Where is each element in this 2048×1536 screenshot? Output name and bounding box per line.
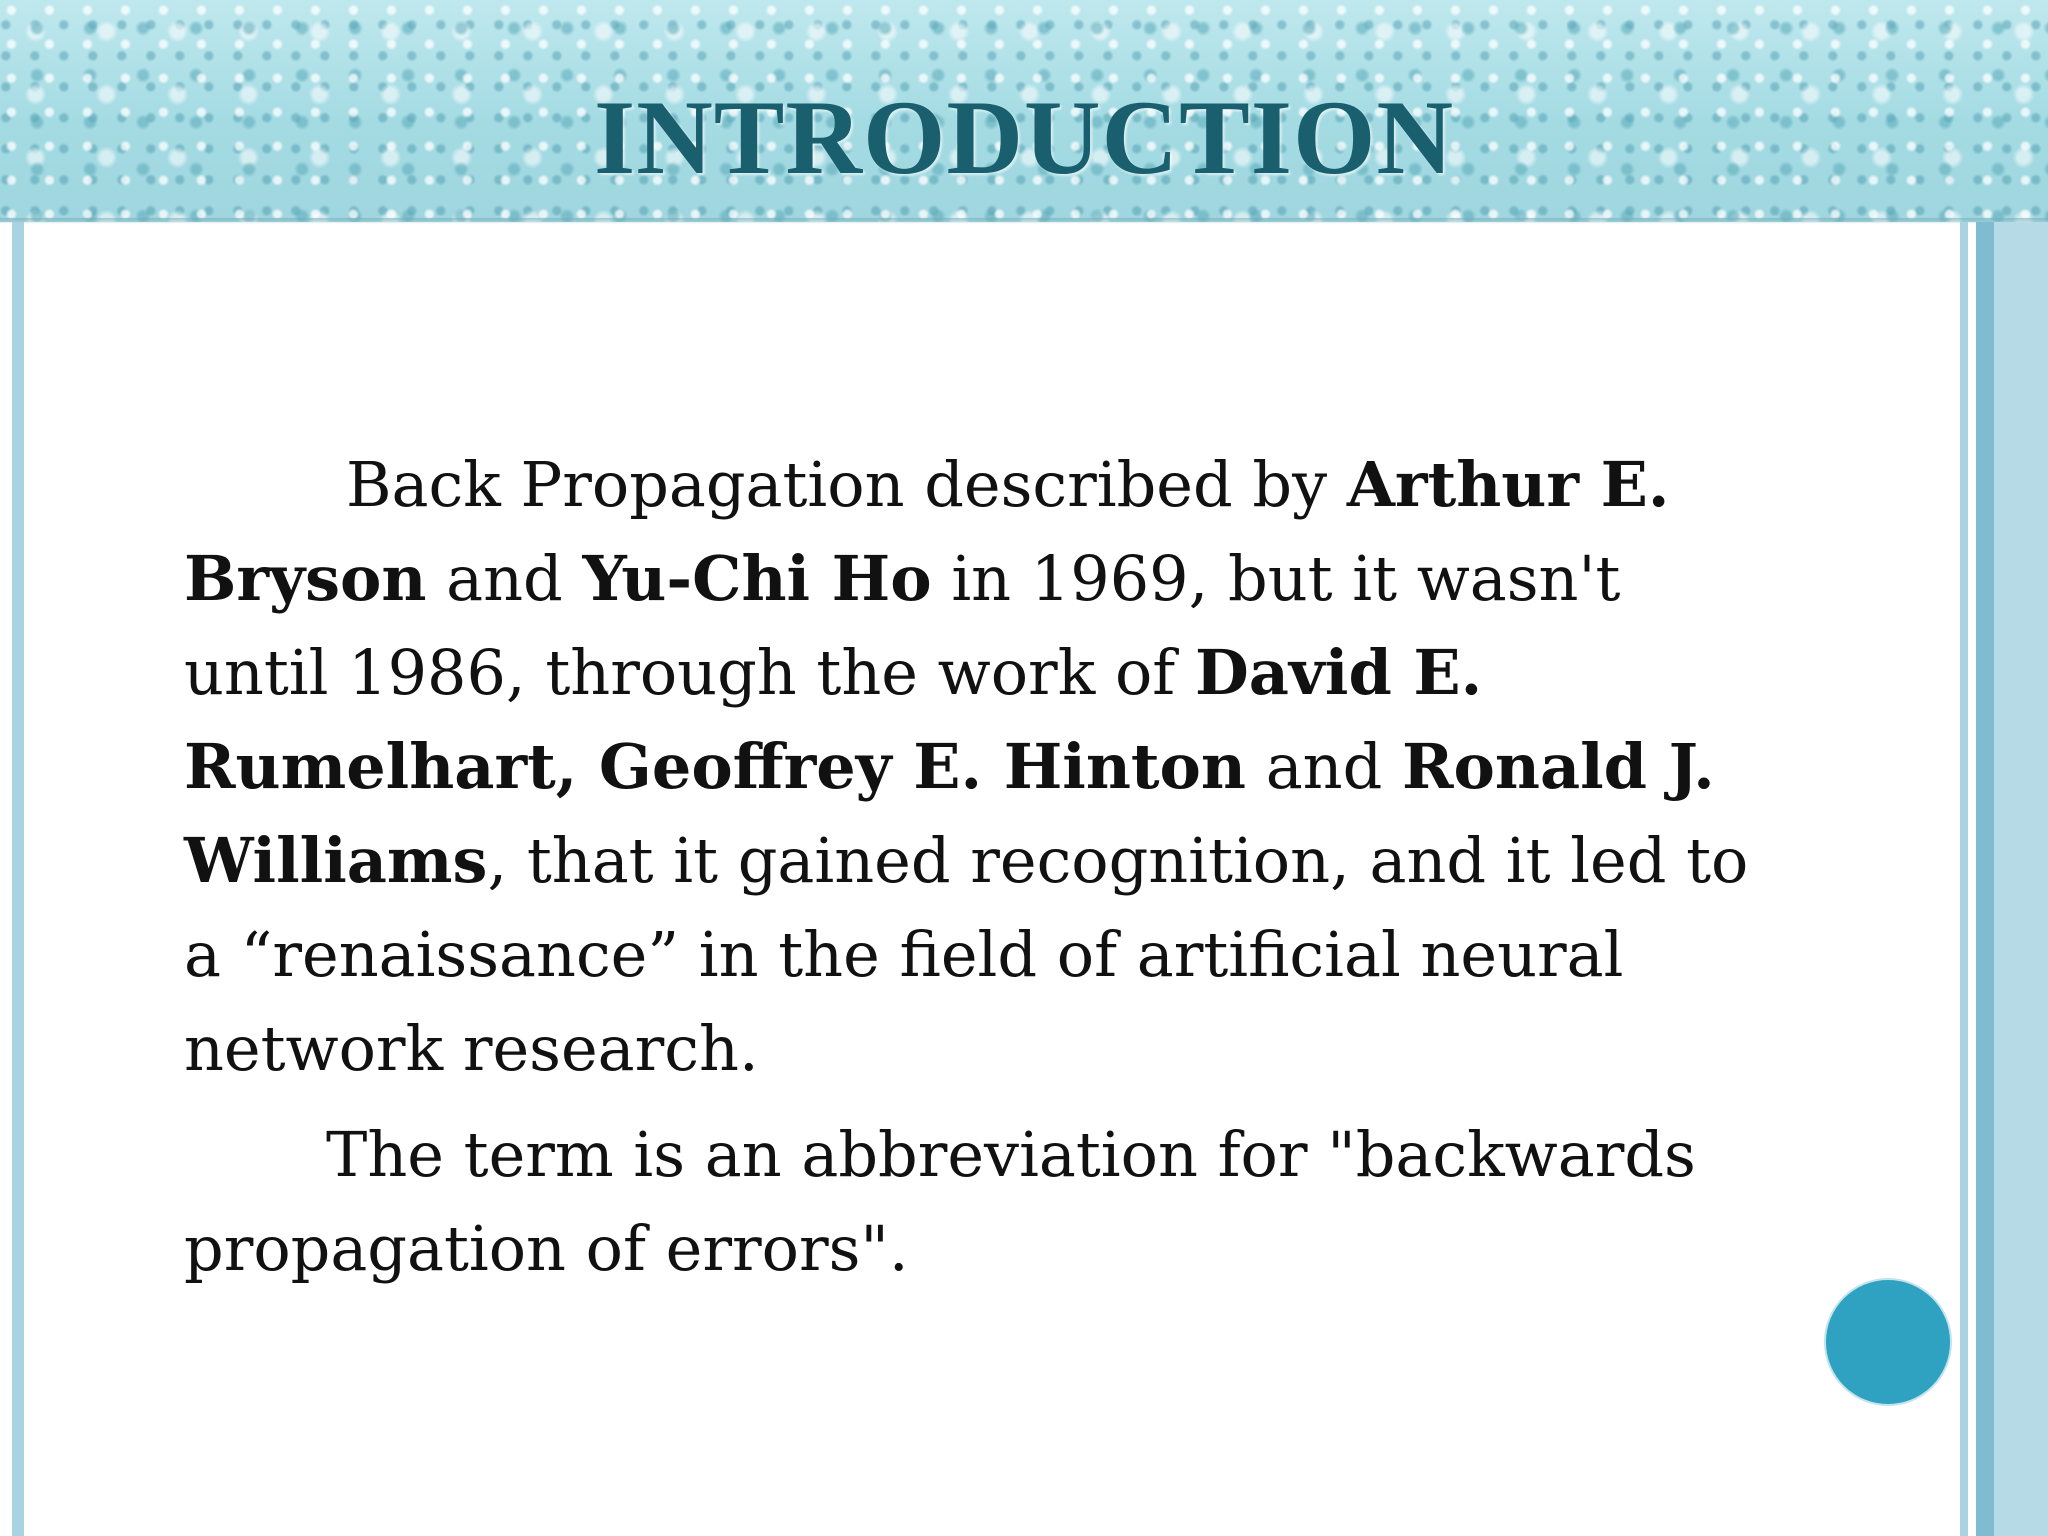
author-name-williams: Ronald J. Williams <box>184 730 1715 897</box>
paragraph-backprop-history <box>184 438 1774 1096</box>
right-accent-stripe-wide <box>1994 222 2048 1536</box>
right-accent-stripe-dark <box>1976 222 1994 1536</box>
right-accent-stripe-thin <box>1960 222 1968 1536</box>
text-run: and <box>426 542 583 615</box>
slide-body <box>184 438 1774 1296</box>
text-run: and <box>1246 730 1402 803</box>
slide-title: INTRODUCTION <box>593 79 1455 196</box>
text-run: , that it gained recognition, and it led to a “renaissance” in the field of artificial neural network research. <box>184 824 1749 1085</box>
header-divider <box>0 218 2048 224</box>
author-names-rumelhart-hinton: David E. Rumelhart, Geoffrey E. Hinton <box>184 636 1483 803</box>
author-name-bryson: Arthur E. Bryson <box>184 448 1670 615</box>
paragraph-term-definition: The term is an abbreviation for "backwards propagation of errors". <box>184 1118 1696 1285</box>
author-name-ho: Yu-Chi Ho <box>582 542 932 615</box>
left-accent-stripe <box>12 222 24 1536</box>
text-run: in 1969, but it wasn't until 1986, through the work of <box>184 542 1621 709</box>
text-run: Back Propagation described by <box>346 448 1347 521</box>
decorative-circle <box>1826 1280 1950 1404</box>
